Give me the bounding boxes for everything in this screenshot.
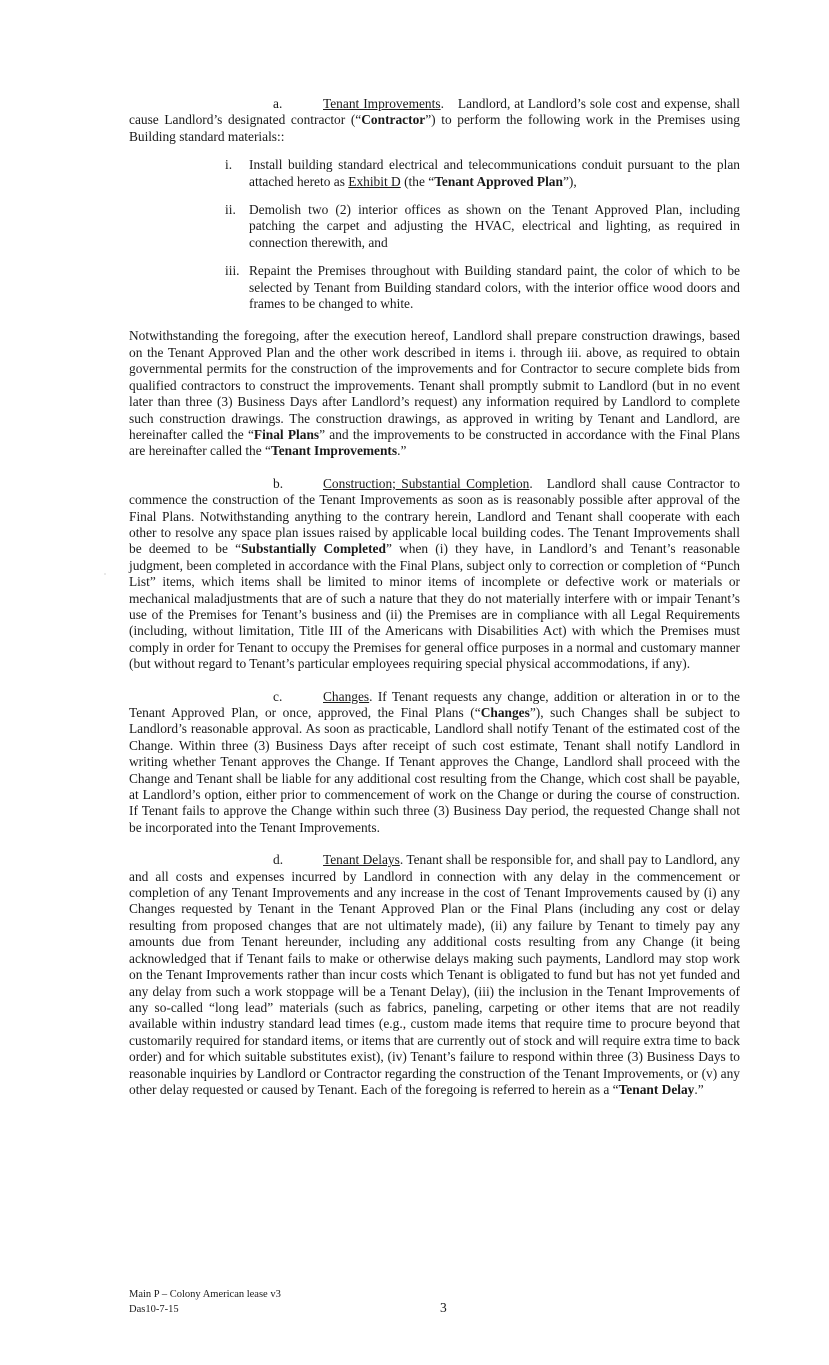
page-number: 3 [440,1300,447,1315]
substantially-completed-term: Substantially Completed [241,541,386,557]
section-d-text-2: .” [694,1081,704,1097]
list-item-text-part: Install building standard electrical and telecommunications conduit pursuant to the plan attached hereto as [249,157,740,189]
contractor-term: Contractor [361,112,426,128]
section-d-text-1: Tenant shall be responsible for, and shall pay to Landlord, any and all costs and expenses incurred by Landlord in connection with any delay in the commencement or completion of any Tenant Improvements and any increase in the cost of Tenant Improvements caused by (i) any Changes requested by Tenant in the Tenant Approved Plan or the Final Plans (including any cost or delay resulting from proposed changes that are not ultimately made), (ii) any failure by Tenant to timely pay any amounts due from Tenant hereunder, including any additional costs resulting from any Change (it being acknowledged that if Tenant fails to make or otherwise delays making such payments, Landlord may stop work on the Tenant Improvements rather than incur costs which Tenant is obligated to fund but has not yet funded and any delay from such a work stoppage will be a Tenant Delay), (iii) the inclusion in the Tenant Improvements of any so-called “long lead” materials (such as fabrics, paneling, carpeting or other items that are not readily available within industry standard lead times (e.g., custom made items that require time to procure beyond that customarily required for standard items, or items that are currently out of stock and will require extra time to back order) and for which suitable substitutes exist), (iv) Tenant’s failure to respond within three (3) Business Days to reasonable inquiries by Landlord or Contractor regarding the construction of the Tenant Improvements, or (v) any other delay requested or caused by Tenant. Each of the foregoing is referred to herein as a “ [129,852,740,1097]
section-c-heading: Changes [323,688,370,704]
notwithstanding-text-1: Notwithstanding the foregoing, after the execution hereof, Landlord shall prepare construction drawings, based on the Tenant Approved Plan and the other work described in items i. through iii. above, as required to obtain governmental permits for the construction of the improvements and for Contractor to secure complete bids from qualified contractors to construct the improvements. Tenant shall promptly submit to Landlord (but in no event later than three (3) Business Days after Landlord’s request) any information required by Landlord to complete such construction drawings. The construction drawings, as approved in writing by Tenant and Landlord, are hereinafter called the “ [129,328,740,442]
section-b-text-1: Landlord shall cause Contractor to commence the construction of the Tenant Improvements as soon as is reasonably possible after approval of the Final Plans. Notwithstanding anything to the contrary herein, Landlord and Tenant shall cooperate with each other to resolve any space plan issues raised by applicable local building codes. The Tenant Improvements shall be deemed to be “ [129,475,741,557]
list-item [225,157,740,190]
scan-speck [104,573,106,575]
tenant-approved-plan-term: Tenant Approved Plan [434,173,563,189]
section-d-heading: Tenant Delays [323,852,400,868]
section-d-heading-punct: . [399,852,404,868]
section-b-heading-punct: . [529,475,533,491]
section-a-heading-punct: . [440,96,444,111]
section-b-letter: b. [273,475,284,491]
list-item-number: ii. [225,202,236,218]
section-a-paragraph [129,96,740,145]
list-item [225,263,740,312]
section-c-heading-punct: . [369,688,373,704]
document-body [129,96,740,1098]
tenant-delay-term: Tenant Delay [618,1081,695,1097]
notwithstanding-paragraph [129,328,740,459]
list-item-text: Demolish two (2) interior offices as shown on the Tenant Approved Plan, including patching the carpet and adjusting the HVAC, electrical and lighting, as required in connection therewith, and [249,202,740,250]
footer-document-name: Main P – Colony American lease v3 [129,1289,281,1300]
section-a-text-1: Landlord, at Landlord’s sole cost and expense, shall cause Landlord’s designated contractor (“ [129,96,740,128]
final-plans-term: Final Plans [253,426,320,442]
work-items-list [225,157,740,312]
section-b-text-2: ” when (i) they have, in Landlord’s and Tenant’s reasonable judgment, been completed in accordance with the Final Plans, subject only to correction or completion of “Punch List” items, which items shall be limited to minor items of incomplete or defective work or materials or mechanical maladjustments that are of such a nature that they do not materially interfere with or impair Tenant’s use of the Premises for Tenant’s business and (ii) the Premises are in compliance with all Legal Requirements (including, without limitation, Title III of the Americans with Disabilities Act) with which the Premises must comply in order for Tenant to occupy the Premises for general office purposes in a normal and customary manner (but without regard to Tenant’s particular employees requiring special physical accommodations, if any). [129,541,740,672]
section-a-heading: Tenant Improvements [323,96,441,111]
section-c-text-1: If Tenant requests any change, addition or alteration in or to the Tenant Approved Plan, or once, approved, the Final Plans (“ [129,688,740,720]
section-a-letter: a. [273,96,283,111]
list-item [225,202,740,251]
exhibit-d-reference: Exhibit D [348,173,401,189]
list-item-number: iii. [225,263,240,279]
section-d-paragraph [129,852,740,1098]
list-item-text-part: ”), [562,173,577,189]
document-footer [129,1287,740,1317]
section-d-letter: d. [273,852,284,868]
tenant-improvements-term: Tenant Improvements [271,443,398,459]
list-item-text-part: (the “ [400,173,435,189]
section-c-paragraph [129,689,740,837]
list-item-number: i. [225,157,233,173]
footer-document-id: Das10-7-15 [129,1304,179,1315]
section-c-letter: c. [273,688,283,704]
section-b-paragraph [129,476,740,673]
section-c-text-2: ”), such Changes shall be subject to Landlord’s reasonable approval. As soon as practicable, Landlord shall notify Tenant of the estimated cost of the Change. Within three (3) Business Days after receipt of such cost estimate, Tenant shall notify Landlord in writing whether Tenant approves the Change. If Tenant approves the Change, Landlord shall proceed with the Change and Tenant shall be liable for any additional cost resulting from the Change, which cost shall be payable, at Landlord’s option, either prior to commencement of work on the Change or during the course of construction. If Tenant fails to approve the Change within such three (3) Business Day period, the requested Change shall not be incorporated into the Tenant Improvements. [129,705,740,835]
list-item-text: Repaint the Premises throughout with Building standard paint, the color of which to be selected by Tenant from Building standard colors, with the interior office wood doors and frames to be changed to white. [249,263,740,312]
notwithstanding-text-2: ” and the improvements to be constructed in accordance with the Final Plans are hereinafter called the “ [129,426,740,459]
changes-term: Changes [480,705,530,720]
section-b-heading: Construction; Substantial Completion [323,475,530,491]
notwithstanding-text-3: .” [397,443,407,459]
section-a-text-2: ”) to perform the following work in the Premises using Building standard materials:: [129,112,740,144]
list-item-text [249,157,740,190]
